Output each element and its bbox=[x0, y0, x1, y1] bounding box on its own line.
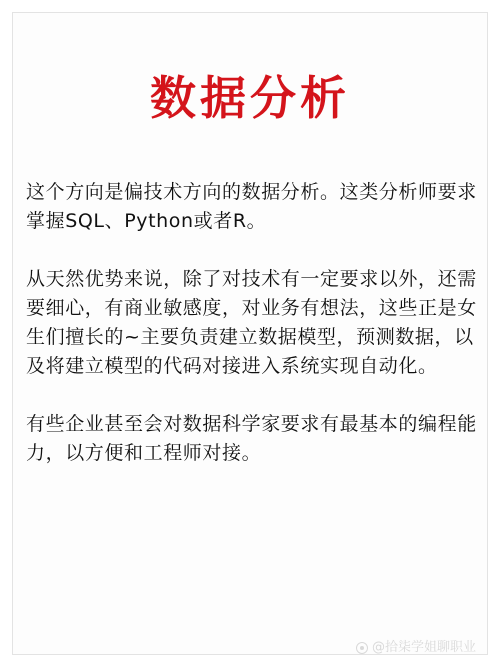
paragraph-enterprise: 有些企业甚至会对数据科学家要求有最基本的编程能力，以方便和工程师对接。 bbox=[26, 413, 477, 464]
paragraph-advantages: 从天然优势来说，除了对技术有一定要求以外，还需要细心，有商业敏感度，对业务有想法，这些正是女生们擅长的~主要负责建立数据模型，预测数据，以及将建立模型的代码对接进入系统实现自动化。 bbox=[26, 268, 477, 377]
page-title: 数据分析 bbox=[150, 71, 350, 125]
article-body bbox=[26, 178, 478, 497]
watermark bbox=[356, 640, 476, 656]
watermark-text: @拾柒学姐聊职业 bbox=[371, 640, 476, 655]
paragraph-intro: 这个方向是偏技术方向的数据分析。这类分析师要求掌握SQL、Python或者R。 bbox=[26, 181, 477, 232]
camera-icon bbox=[356, 642, 368, 654]
